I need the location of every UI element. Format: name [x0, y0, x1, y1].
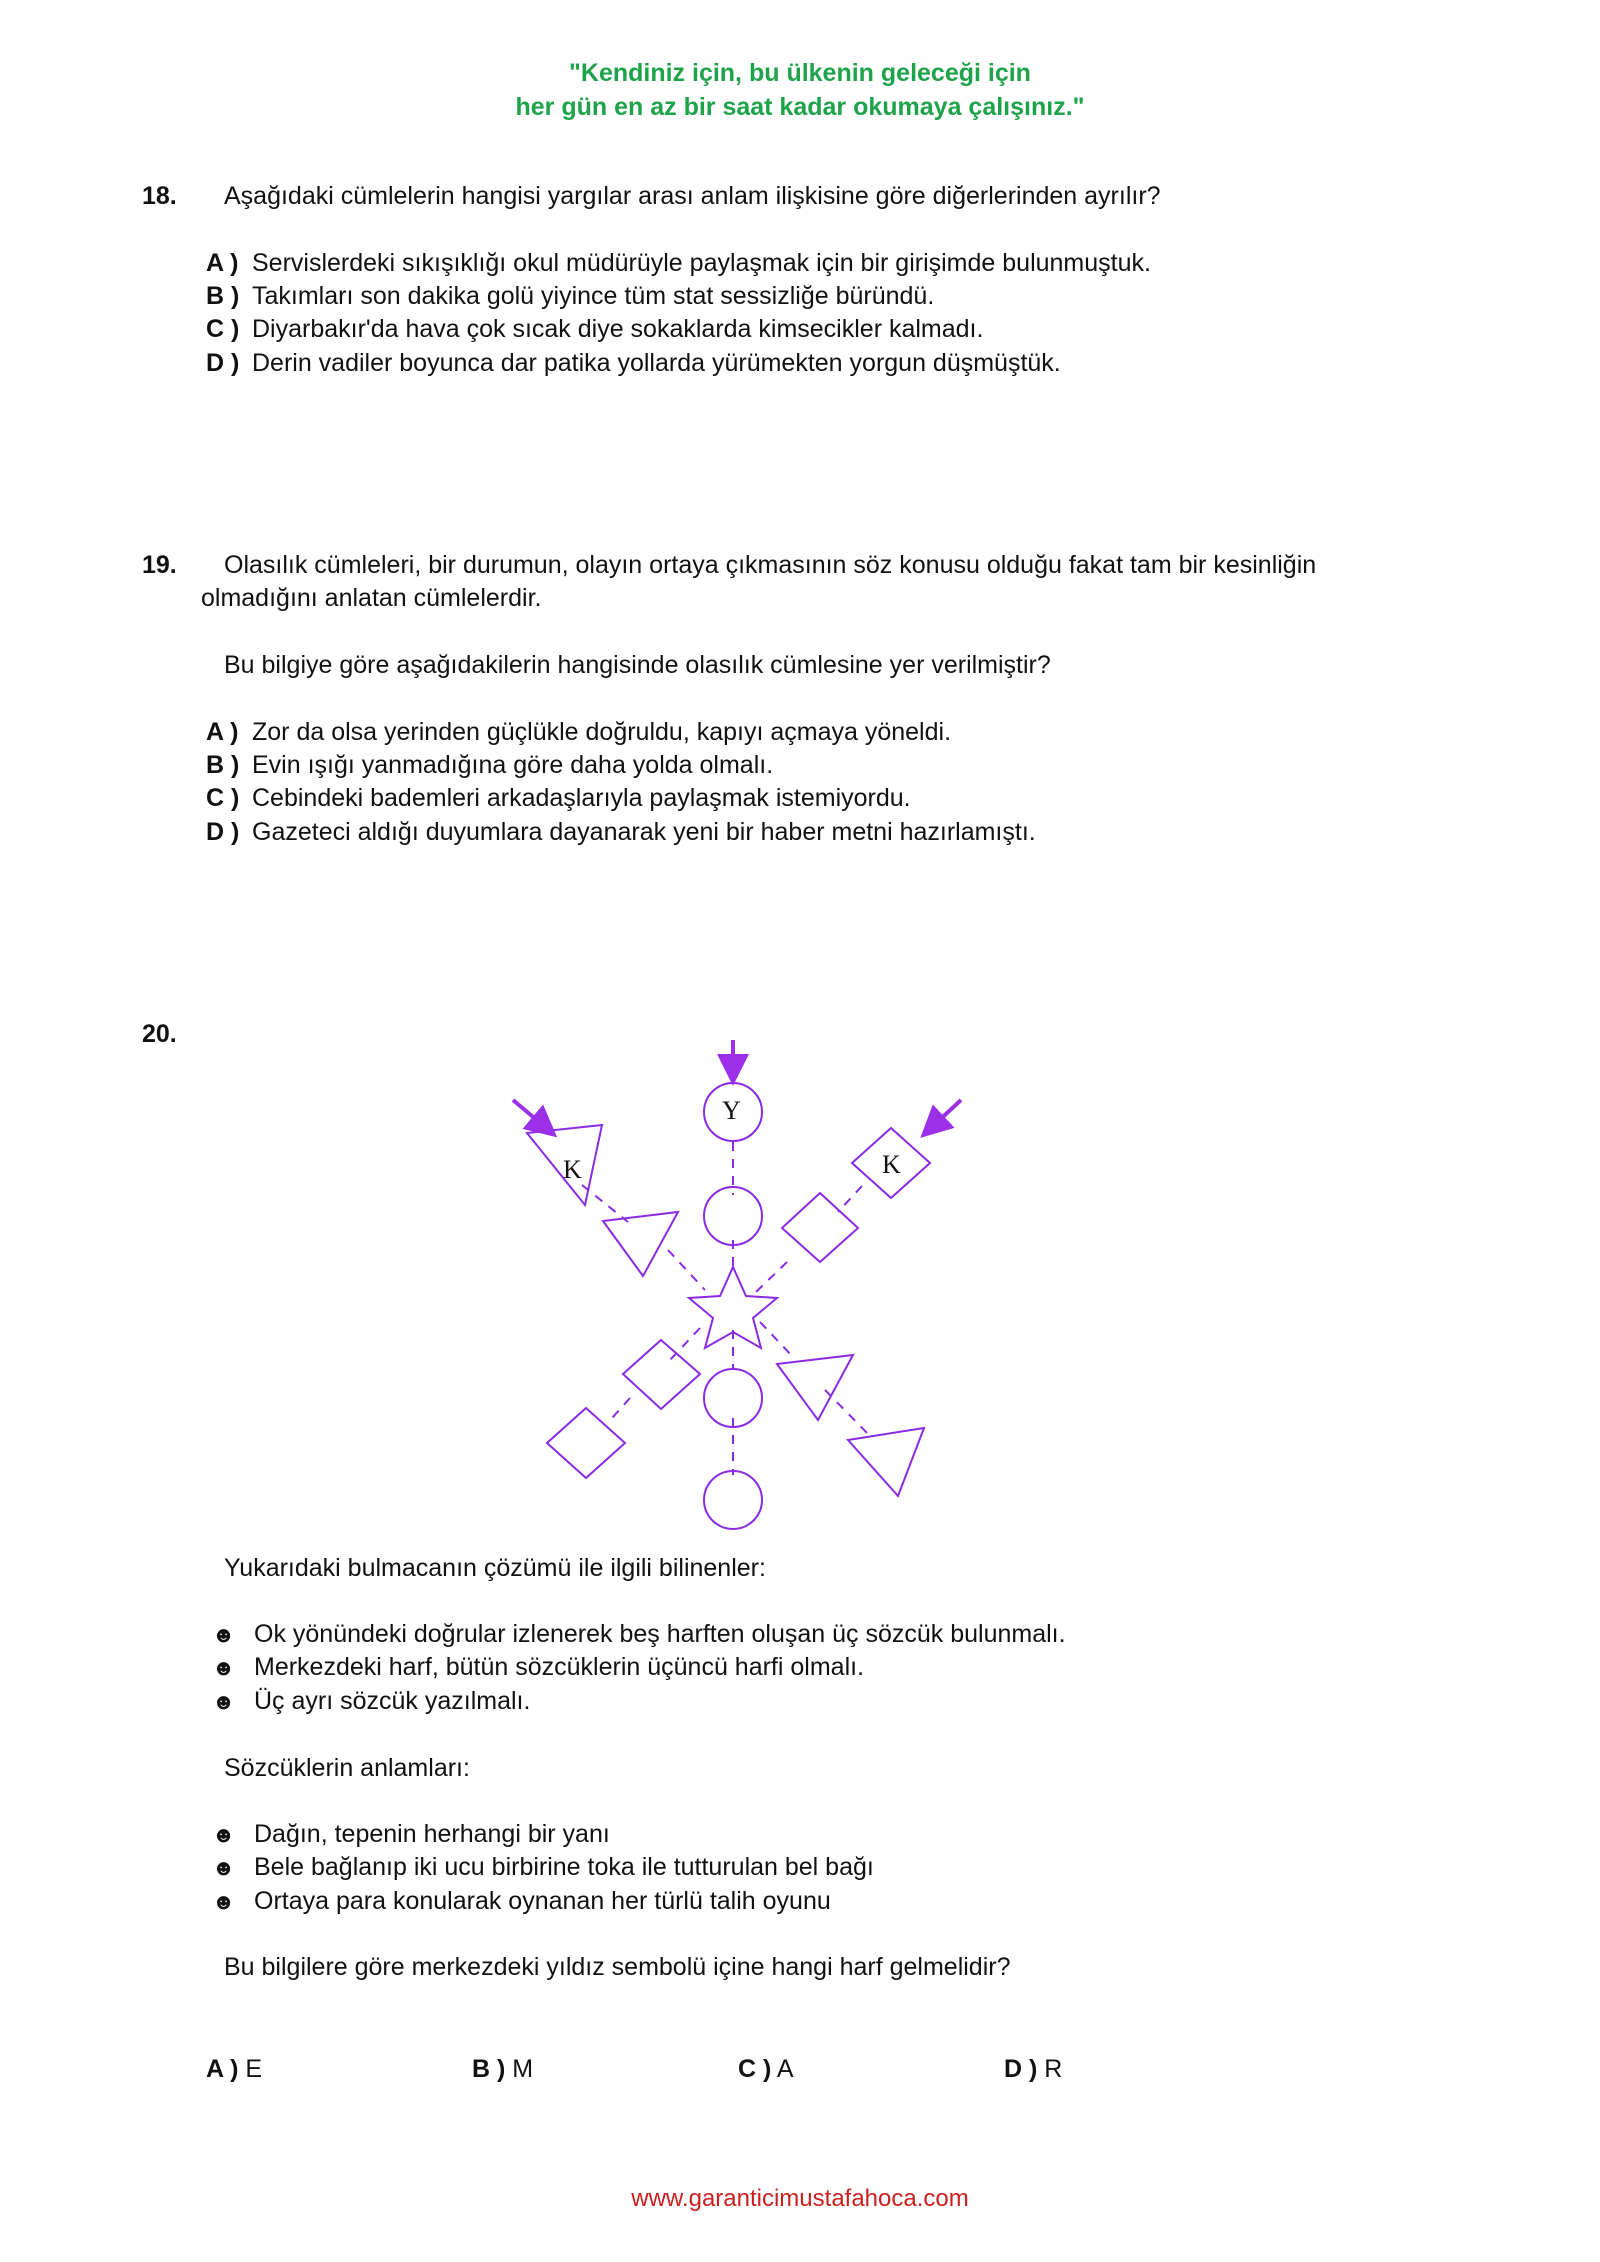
- puzzle-letter-top: Y: [722, 1096, 741, 1125]
- meaning-item: ☻ Ortaya para konularak oynanan her türlü talih oyunu: [212, 1887, 831, 1915]
- question-19-stem-line-1: Olasılık cümleleri, bir durumun, olayın ortaya çıkmasının söz konusu olduğu fakat tam bir kesinliğin: [224, 551, 1317, 579]
- triangle-right-lower: [777, 1355, 853, 1420]
- question-19-question: Bu bilgiye göre aşağıdakilerin hangisinde olasılık cümlesine yer verilmiştir?: [224, 651, 1051, 679]
- diamond-left-lower: [623, 1340, 700, 1409]
- question-20-number: 20.: [142, 1020, 177, 1048]
- question-19-stem-line-2: olmadığını anlatan cümlelerdir.: [201, 584, 542, 612]
- arrow-left-icon: [513, 1100, 545, 1127]
- arrow-right-icon: [932, 1100, 961, 1127]
- motto-line-2: her gün en az bir saat kadar okumaya çalışınız.": [515, 93, 1085, 121]
- smiley-bullet-icon: ☻: [212, 1855, 236, 1880]
- question-19-option-b[interactable]: B ) Evin ışığı yanmadığına göre daha yolda olmalı.: [206, 751, 774, 779]
- question-19-option-d[interactable]: D ) Gazeteci aldığı duyumlara dayanarak yeni bir haber metni hazırlamıştı.: [206, 818, 1036, 846]
- question-18-number: 18.: [142, 182, 177, 210]
- triangle-right-bottom: [848, 1428, 924, 1496]
- rule-item: ☻ Üç ayrı sözcük yazılmalı.: [212, 1687, 531, 1715]
- puzzle-letter-left: K: [563, 1155, 582, 1184]
- question-19-option-a[interactable]: A ) Zor da olsa yerinden güçlükle doğruldu, kapıyı açmaya yöneldi.: [206, 718, 952, 746]
- question-18-stem: Aşağıdaki cümlelerin hangisi yargılar arası anlam ilişkisine göre diğerlerinden ayrılır?: [224, 182, 1161, 210]
- question-20-question: Bu bilgilere göre merkezdeki yıldız sembolü içine hangi harf gelmelidir?: [224, 1953, 1011, 1981]
- circle-upper: [704, 1187, 762, 1245]
- question-19-option-c[interactable]: C ) Cebindeki bademleri arkadaşlarıyla paylaşmak istemiyordu.: [206, 784, 911, 812]
- question-19-number: 19.: [142, 551, 177, 579]
- answer-option-a[interactable]: A ) E: [206, 2055, 263, 2083]
- smiley-bullet-icon: ☻: [212, 1622, 236, 1647]
- connector-left-4: [825, 1390, 870, 1436]
- circle-bottom: [704, 1471, 762, 1529]
- motto-line-1: "Kendiniz için, bu ülkenin geleceği için: [569, 59, 1031, 87]
- connector-right-3: [670, 1328, 700, 1360]
- answer-option-c[interactable]: C ) A: [738, 2055, 794, 2083]
- question-20-intro: Yukarıdaki bulmacanın çözümü ile ilgili bilinenler:: [224, 1554, 766, 1582]
- answer-option-d[interactable]: D ) R: [1004, 2055, 1063, 2083]
- smiley-bullet-icon: ☻: [212, 1655, 236, 1680]
- puzzle-letter-right: K: [882, 1150, 901, 1179]
- meaning-item: ☻ Dağın, tepenin herhangi bir yanı: [212, 1820, 610, 1848]
- triangle-left-second: [603, 1212, 678, 1276]
- question-18-option-c[interactable]: C ) Diyarbakır'da hava çok sıcak diye sokaklarda kimsecikler kalmadı.: [206, 315, 984, 343]
- footer-url-link[interactable]: www.garanticimustafahoca.com: [631, 2185, 969, 2212]
- rule-item: ☻ Ok yönündeki doğrular izlenerek beş harften oluşan üç sözcük bulunmalı.: [212, 1620, 1066, 1648]
- connector-left-2: [668, 1250, 705, 1290]
- connector-left-3: [760, 1322, 793, 1357]
- answer-option-b[interactable]: B ) M: [472, 2055, 534, 2083]
- diamond-left-bottom: [547, 1408, 625, 1478]
- rule-item: ☻ Merkezdeki harf, bütün sözcüklerin üçüncü harfi olmalı.: [212, 1653, 865, 1681]
- connector-right-4: [612, 1398, 630, 1418]
- question-18-option-b[interactable]: B ) Takımları son dakika golü yiyince tüm stat sessizliğe büründü.: [206, 282, 935, 310]
- smiley-bullet-icon: ☻: [212, 1822, 236, 1847]
- question-18-option-a[interactable]: A ) Servislerdeki sıkışıklığı okul müdürüyle paylaşmak için bir girişimde bulunmuştuk.: [206, 249, 1151, 277]
- question-18-option-d[interactable]: D ) Derin vadiler boyunca dar patika yollarda yürümekten yorgun düşmüştük.: [206, 349, 1061, 377]
- connector-right-2: [756, 1262, 787, 1292]
- connector-right-1: [838, 1186, 862, 1212]
- smiley-bullet-icon: ☻: [212, 1889, 236, 1914]
- meanings-title: Sözcüklerin anlamları:: [224, 1754, 470, 1782]
- meaning-item: ☻ Bele bağlanıp iki ucu birbirine toka ile tutturulan bel bağı: [212, 1853, 874, 1881]
- smiley-bullet-icon: ☻: [212, 1689, 236, 1714]
